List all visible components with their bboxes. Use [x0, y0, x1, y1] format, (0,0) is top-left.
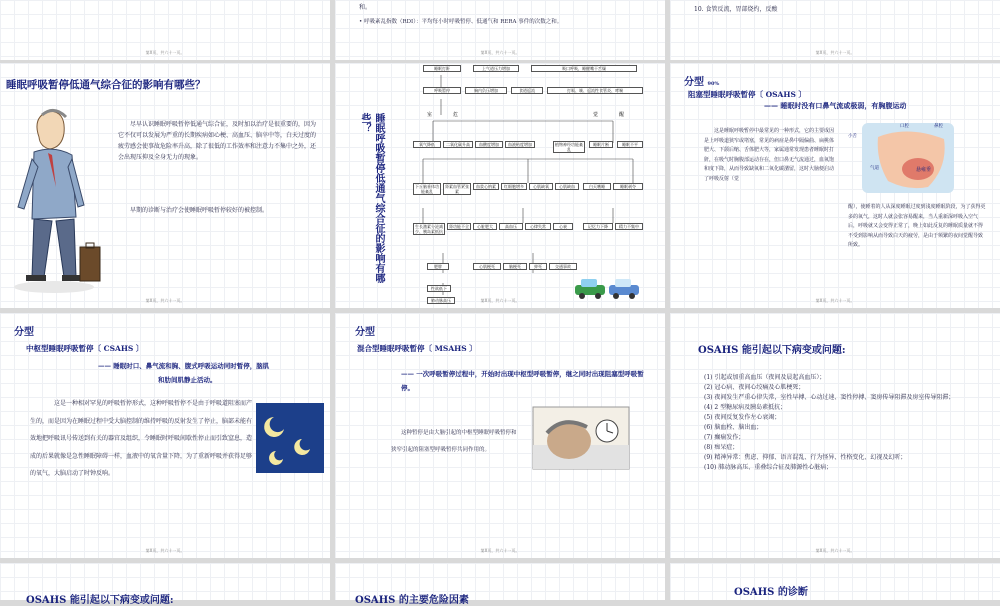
flow-node: 交通事故: [549, 263, 577, 270]
list-item: (7) 癫痫发作；: [704, 434, 745, 441]
subtitle: 阻塞型睡眠呼吸暂停〔 OSAHS 〕: [688, 90, 806, 99]
page-number: 第X页，共六十一页。: [145, 50, 185, 55]
flow-node: 肾功能不全: [449, 224, 469, 229]
slide-title: OSAHS 的诊断: [734, 587, 808, 598]
page-number: 第X页，共六十一页。: [815, 50, 855, 55]
svg-text:悬雍垂: 悬雍垂: [916, 167, 932, 173]
list-item: (3) 夜间发生严重心律失常，室性早搏、心动过速、窦性停搏、窦房传导阻滞及房室传导阻滞；: [704, 394, 955, 401]
paragraph: 这种暂停是由大脑引起的中枢型睡眠呼吸暂停和狭窄引起的阻塞型呼吸暂停共同作用的。: [391, 430, 517, 453]
flow-node: 高血压: [499, 223, 523, 230]
paragraph: 这是睡眠呼吸暂停中最常见的一种形式，它的主要成因是上呼吸道狭窄或堵塞，常见的病症是鼻中隔偏曲、扁桃体肥大、下颌后缩、舌体肥大等，家属通常发现患者睡眠时打鼾，在吸气时胸腹部运动存在，但口鼻无气流通过，血氧饱和度下降，从而导致缺氧和二氧化碳潴留，这时大脑便启动了呼吸反射（觉: [704, 128, 835, 182]
sleeping-man-illustration: [533, 407, 629, 469]
slide-title: 睡眠呼吸暂停低通气综合征的影响有哪些？: [6, 79, 206, 91]
problem-list: [704, 373, 974, 473]
page-number: 第X页，共六十一页。: [480, 50, 520, 55]
flow-node: 红细胞增多: [501, 183, 527, 190]
paragraph: 这是一种相对罕见的呼吸暂停形式，这种呼吸暂停不是由于呼吸道阻塞而产生的，而是因为在睡眠过程中受大脑控制的维持呼吸的反射发生了停止，脑部未能有效地把呼吸讯号传送到有关的器官及组织，令睡眠时呼吸间歇性停止而引致窒息，造成的后果就像是急性睡眠障碍一样，血液中的氧含量下降，为了重新呼吸并获得足够的氧气，大脑启动了时钟反响。: [30, 400, 253, 477]
flow-node: 睡眠不平: [617, 141, 643, 148]
slide-osahs-problems[interactable]: [670, 313, 1000, 558]
flowchart: [413, 63, 643, 303]
subtitle-desc: 和肋间肌静止活动。: [158, 376, 217, 384]
page-number: 第X页，共六十一页。: [145, 298, 185, 303]
slide-msahs[interactable]: [335, 313, 665, 558]
svg-text:小舌: 小舌: [848, 134, 857, 139]
flow-node: 胸内负压增加: [465, 87, 507, 94]
flow-node: 吸口呼吸，睡醒嘴干舌燥: [531, 65, 637, 72]
flow-node: 氧气降低: [413, 141, 441, 148]
flow-node: 脑梗死: [503, 263, 527, 270]
flow-node: 睡眠片断: [589, 141, 613, 148]
flow-node: 性欲低下: [427, 285, 451, 292]
list-item: (2) 冠心病、夜间心绞痛及心肌梗死；: [704, 384, 805, 391]
page-number: 第X页，共六十一页。: [480, 548, 520, 553]
svg-text:鼻腔: 鼻腔: [934, 124, 943, 129]
flow-node: 心肌缺氧: [529, 183, 553, 190]
paragraph: 早期的诊断与治疗会使睡眠呼吸暂停较好的被控制。: [130, 207, 269, 214]
flow-label: 室: [427, 112, 433, 118]
text-line: 10. 食管反流，胃部烧灼，反酸: [694, 6, 778, 13]
flow-node: 食道返流: [511, 87, 543, 94]
slide-csahs[interactable]: [0, 313, 330, 558]
page-number: 第X页，共六十一页。: [815, 298, 855, 303]
flow-node: 二氧化碳升高: [443, 141, 473, 148]
list-item: (9) 精神异常：焦虑、抑郁、语言混乱、行为怪异、性格变化、幻视及幻听；: [704, 454, 907, 461]
flow-node: 心脏肥大: [473, 223, 497, 230]
flow-node: 肾素血管紧张素: [445, 184, 469, 194]
flow-node: 肥胖: [427, 263, 449, 270]
paragraph: 醒），使睡着的人从深度睡眠过度到浅度睡眠阶段，为了获得更多的氧气，这时人就会张容易醒来，当人重新深呼吸入空气后，呼吸就又会变得正常了，晚上如此反复的睡眠质量就不得不受到影响从而导致白天的疲劳，是由于频繁的夜间觉醒导致所致。: [848, 204, 986, 248]
subtitle-desc: —— 一次呼吸暂停过程中，开始时出现中枢型呼吸暂停，继之同时出现阻塞型呼吸暂停。: [401, 370, 644, 392]
subtitle: 混合型睡眠呼吸暂停〔 MSAHS 〕: [357, 344, 477, 353]
list-item: (5) 夜间反复发作左心衰竭；: [704, 414, 781, 421]
flow-node: 心肌梗死: [473, 263, 501, 270]
flow-node: 心衰: [553, 223, 573, 230]
tired-man-illustration: [4, 97, 104, 297]
flow-node: 睡眠剥夺: [613, 183, 643, 190]
flow-node: 心律失常: [525, 223, 551, 230]
flow-node: 植物神经功能紊乱: [555, 142, 583, 152]
slide-title: OSAHS 能引起以下病变或问题:: [698, 345, 846, 356]
flow-node: 白天嗜睡: [583, 183, 611, 190]
slide-flowchart[interactable]: [335, 63, 665, 308]
paragraph: 尽早认识睡眠呼吸暂停低通气综合征，及时加以治疗是很重要的，因为它不仅可以发展为严重的长期疾病如心梗、高血压、脑卒中等，白天过度的疲劳感会使事故危险率升高，除了很低的工作效率和注意力不集中之外，还会出现压抑及全身无力的现象。: [118, 121, 317, 161]
night-sky-illustration: [256, 403, 324, 473]
slide-title: [684, 73, 719, 88]
flow-node: 肺动脉高压: [427, 297, 455, 304]
slide-effects[interactable]: [0, 63, 330, 308]
slide-bottom-mid[interactable]: [335, 563, 665, 606]
title-percent: 90%: [707, 81, 720, 87]
slide-osahs[interactable]: [670, 63, 1000, 308]
list-item: (6) 脑血栓、脑出血；: [704, 424, 763, 431]
slide-bottom-left[interactable]: [0, 563, 330, 606]
slide-title: 分型: [355, 327, 375, 338]
flow-node: 睡眠打鼾: [423, 65, 461, 72]
slide-title: OSAHS 能引起以下病变或问题:: [26, 595, 174, 606]
slide-title: 分型: [14, 327, 34, 338]
subtitle-desc: —— 睡眠时没有口鼻气流或极弱，有胸腹运动: [764, 101, 907, 110]
flow-node: 生长激素分泌减少、胰岛素抵抗: [415, 224, 443, 234]
flow-node: 记忆力下降: [583, 223, 613, 230]
slide-top-right[interactable]: [670, 0, 1000, 60]
slide-top-mid[interactable]: [335, 0, 665, 60]
svg-text:气道: 气道: [870, 166, 879, 171]
text-line: 和。: [359, 4, 372, 11]
text-line: • 呼吸紊乱指数（RDI）：平均每小时呼吸暂停、低通气和 RERA 事件的次数之和。: [359, 19, 563, 25]
list-item: (1) 引起或加重高血压（夜间及晨起高血压）；: [704, 374, 826, 381]
flow-node: 精力不集中: [615, 223, 643, 230]
flow-node: 血浆心钠素: [473, 183, 499, 190]
flow-label: 觉: [593, 112, 599, 118]
vertical-title: 睡眠呼吸暂停低通气综合征的影响有哪些？: [359, 113, 384, 283]
page-number: 第X页，共六十一页。: [145, 548, 185, 553]
subtitle: 中枢型睡眠呼吸暂停〔 CSAHS 〕: [26, 344, 144, 353]
slide-title: OSAHS 的主要危险因素: [355, 595, 469, 606]
flow-node: 猝死: [529, 263, 547, 270]
page-number: 第X页，共六十一页。: [480, 298, 520, 303]
title-text: 分型: [684, 77, 704, 88]
page-number: 第X页，共六十一页。: [815, 548, 855, 553]
subtitle-desc: —— 睡眠时口、鼻气流和胸、腹式呼吸运动同时暂停，脑肌: [98, 362, 270, 370]
flow-node: 下丘脑垂体功能紊乱: [415, 184, 439, 194]
svg-text:口腔: 口腔: [900, 124, 909, 129]
flow-label: 醒: [619, 112, 625, 118]
list-item: (4) 2 型糖尿病及胰岛素抵抗；: [704, 404, 787, 411]
flow-node: 上气道压力增加: [473, 65, 519, 72]
flow-node: 血酸度增加: [475, 141, 503, 148]
flow-node: 心肌缺血: [555, 183, 579, 190]
flow-node: 打嗝、咳、返流性食管炎、哮喘: [547, 87, 643, 94]
list-item: (10) 肺动脉高压、重叠综合征及肺源性心脏病；: [704, 464, 833, 471]
flow-node: 血液粘度增加: [505, 141, 535, 148]
slide-top-left[interactable]: [0, 0, 330, 60]
flow-node: 呼吸暂停: [423, 87, 461, 94]
airway-diagram: [848, 117, 960, 197]
slide-bottom-right[interactable]: [670, 563, 1000, 600]
list-item: (8) 痴呆症；: [704, 444, 739, 451]
flow-label: 危: [453, 112, 459, 118]
